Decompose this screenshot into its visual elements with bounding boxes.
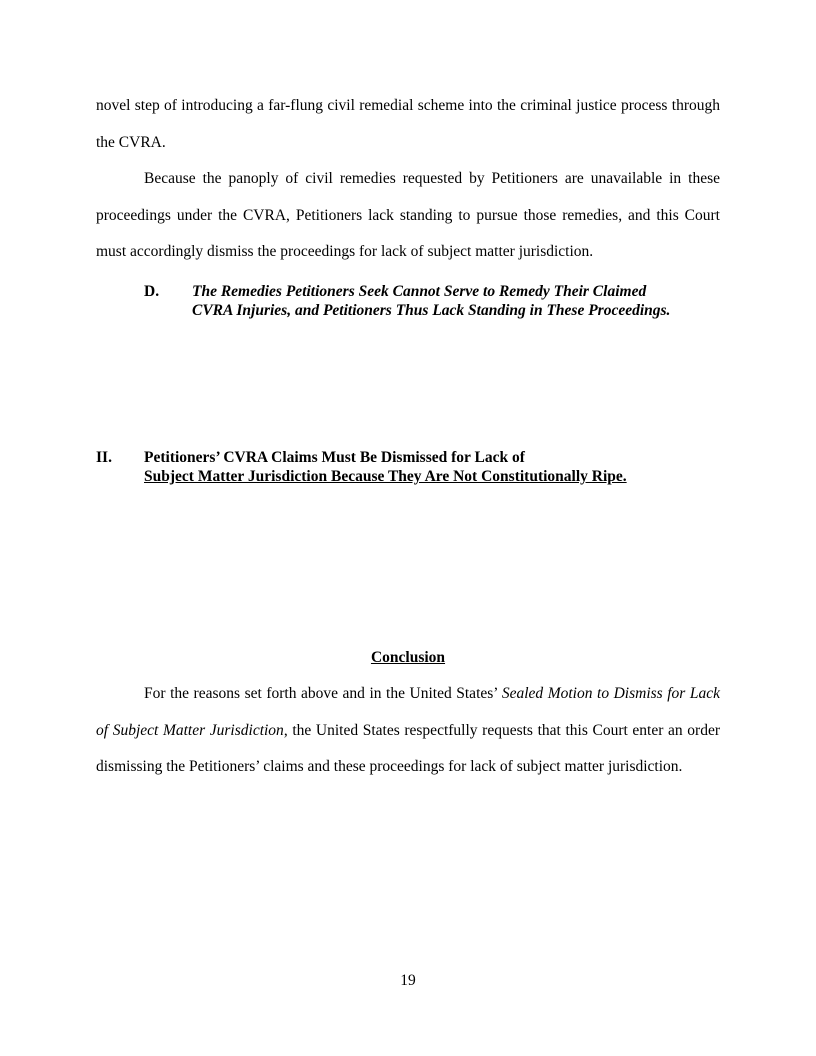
- section-ii-title-line-1: Petitioners’ CVRA Claims Must Be Dismissed for Lack of: [144, 449, 525, 466]
- page-number: 19: [400, 972, 416, 989]
- section-ii-title-line-2: Subject Matter Jurisdiction Because They Are Not Constitutionally Ripe.: [144, 468, 627, 485]
- section-ii-heading: [96, 448, 716, 488]
- section-d-heading: [144, 282, 744, 322]
- section-ii-label: II.: [96, 449, 112, 466]
- conclusion-heading: Conclusion: [370, 649, 446, 666]
- conclusion-text-after: , the United States respectfully requests that this Court enter an order dismissing the Petitioners’ claims and these proceedings for lack of subject matter jurisdiction.: [96, 721, 720, 775]
- section-d-title-line-1: The Remedies Petitioners Seek Cannot Serve to Remedy Their Claimed: [192, 283, 647, 300]
- section-d-title-line-2: CVRA Injuries, and Petitioners Thus Lack Standing in These Proceedings.: [192, 302, 671, 319]
- conclusion-text-before: For the reasons set forth above and in the United States’: [144, 685, 502, 702]
- continued-paragraph: novel step of introducing a far-flung civil remedial scheme into the criminal justice process through the CVRA.: [96, 97, 720, 151]
- conclusion-paragraph: [96, 676, 720, 786]
- section-d-label: D.: [144, 283, 160, 300]
- standing-paragraph: Because the panoply of civil remedies requested by Petitioners are unavailable in these proceedings under the CVRA, Petitioners lack standing to pursue those remedies, and this Court must accordingly dismiss the proceedings for lack of subject matter jurisdiction.: [96, 170, 720, 260]
- motion-title: Sealed Motion to Dismiss for Lack of Subject Matter Jurisdiction: [96, 685, 720, 739]
